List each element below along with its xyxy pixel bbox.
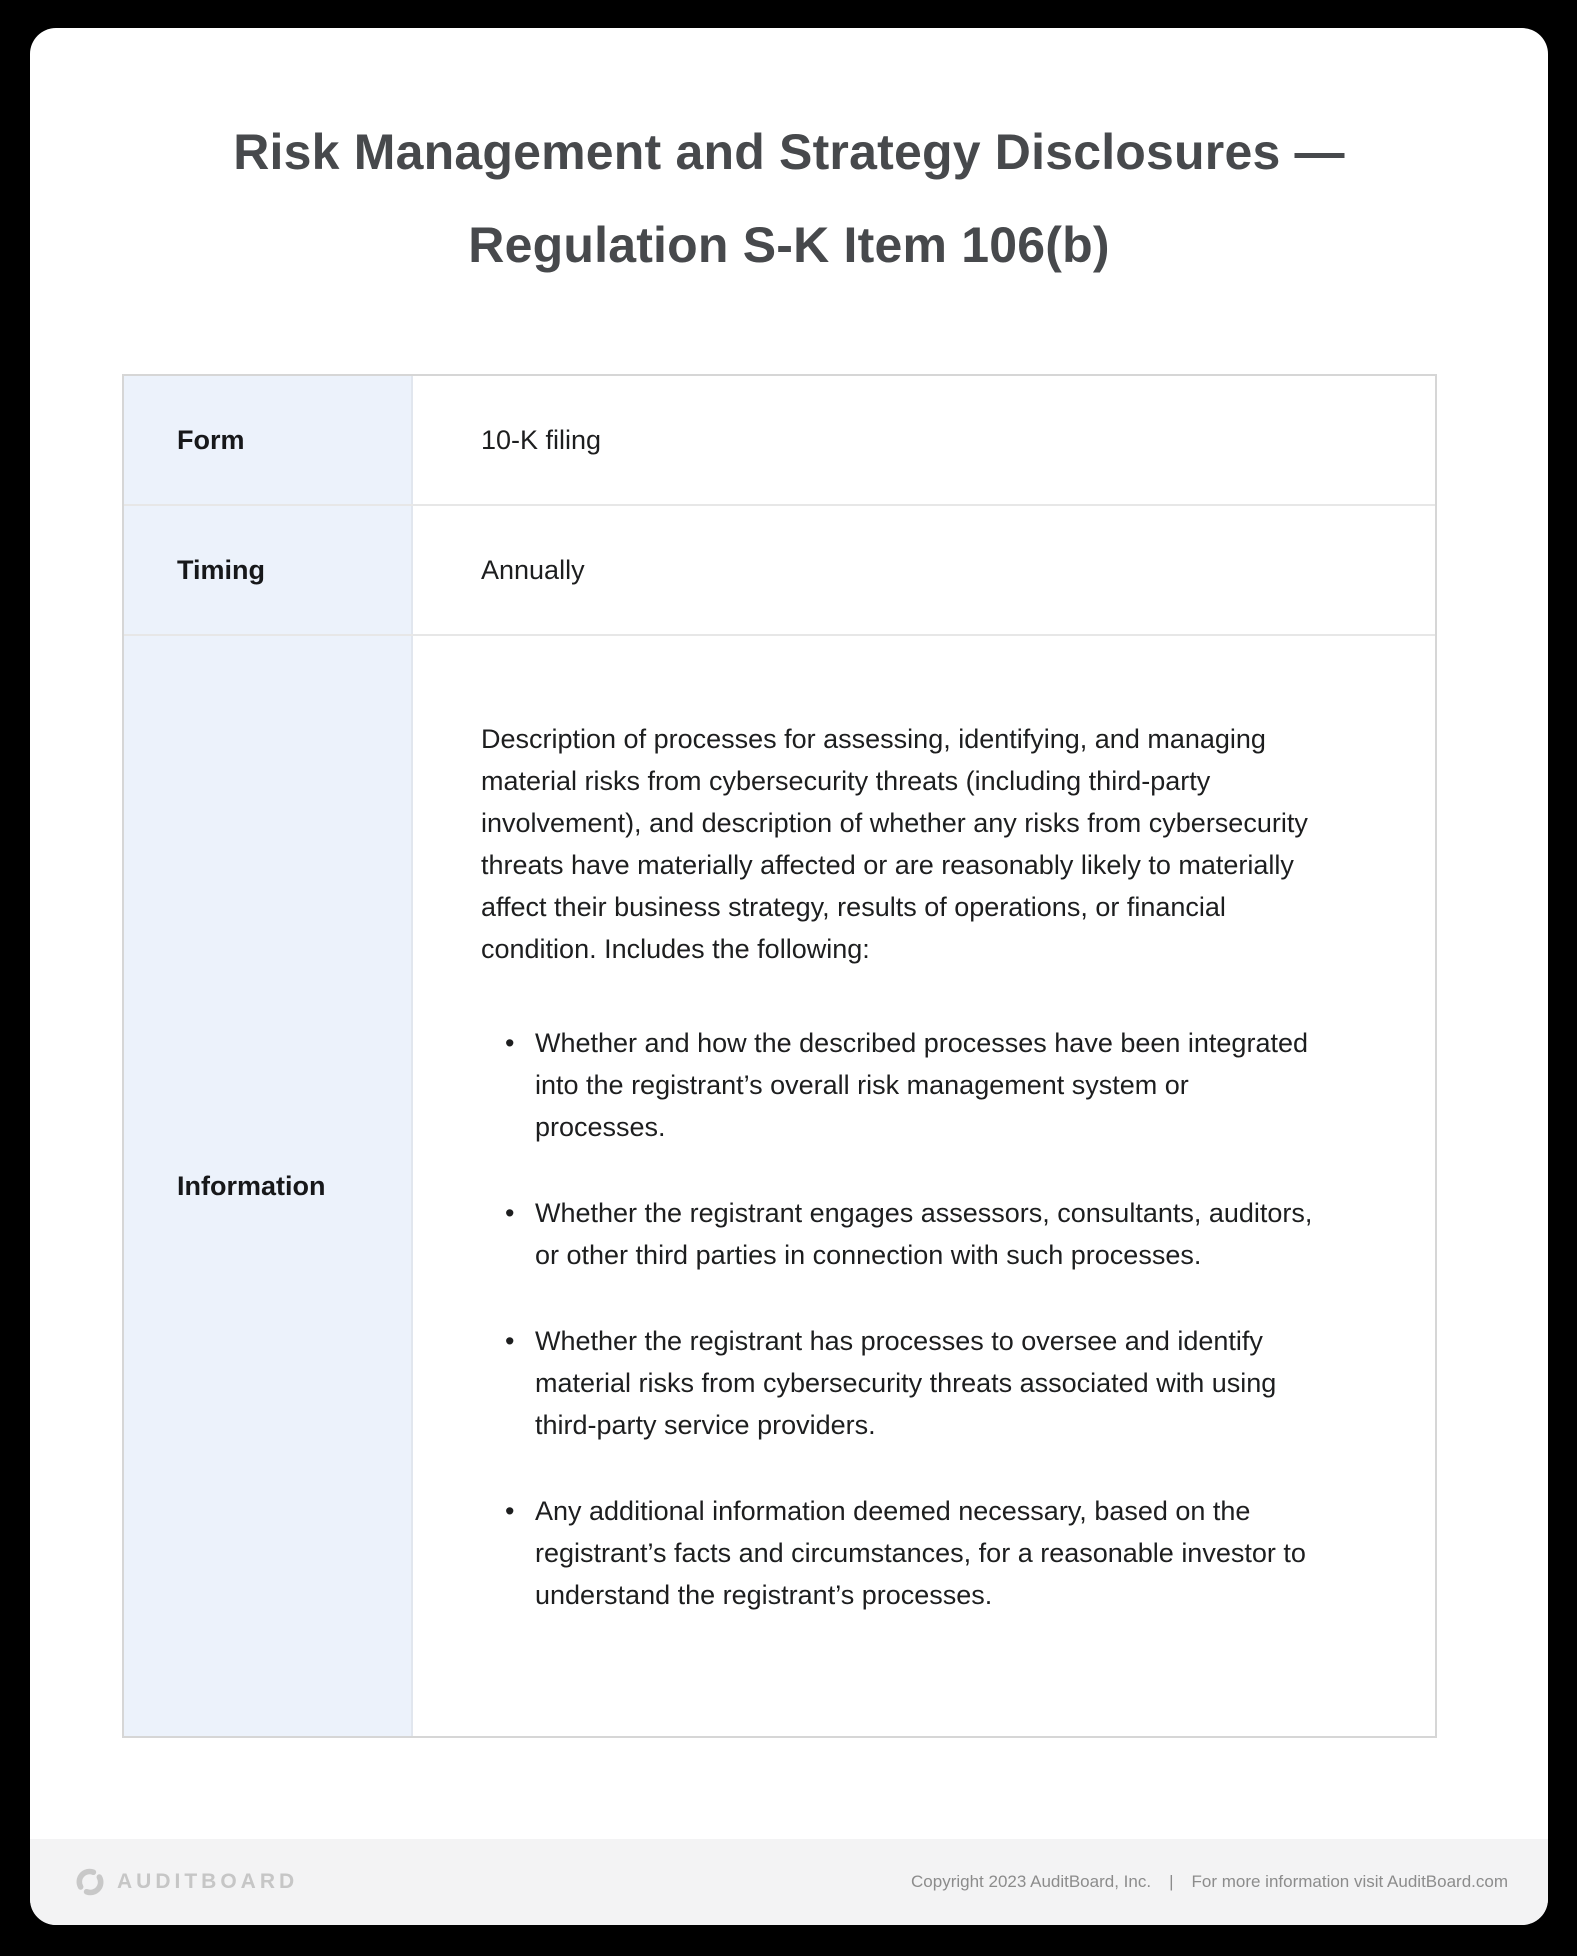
auditboard-logo-icon xyxy=(75,1867,105,1897)
bullet-item: • Whether and how the described processes have been integrated into the registrant’s overall risk management system or processes. xyxy=(481,1022,1325,1148)
copyright-text: Copyright 2023 AuditBoard, Inc. xyxy=(911,1872,1152,1891)
footer-separator: | xyxy=(1169,1872,1174,1891)
page-title-line-1: Risk Management and Strategy Disclosures — xyxy=(233,124,1345,180)
table-row-information xyxy=(124,634,1435,1736)
disclosure-table xyxy=(122,374,1437,1738)
bullet-item: • Whether the registrant has processes to oversee and identify material risks from cybersecurity threats associated with using third-party service providers. xyxy=(481,1320,1325,1446)
row-value-timing: Annually xyxy=(481,554,585,585)
table-row-timing xyxy=(124,504,1435,634)
bullet-item: • Any additional information deemed necessary, based on the registrant’s facts and circumstances, for a reasonable investor to understand the registrant’s processes. xyxy=(481,1490,1325,1616)
page-title-line-2: Regulation S-K Item 106(b) xyxy=(468,217,1110,273)
row-value-form: 10-K filing xyxy=(481,424,602,455)
information-bullet-list xyxy=(481,1022,1375,1616)
bullet-item: • Whether the registrant engages assessors, consultants, auditors, or other third parties in connection with such processes. xyxy=(481,1192,1325,1276)
page-title xyxy=(89,106,1489,292)
row-value-information xyxy=(413,636,1435,1736)
information-intro-paragraph: Description of processes for assessing, identifying, and managing material risks from cybersecurity threats (including third-party involvement), and description of whether any risks from cybersecurity threats have materially affected or are reasonably likely to materially affect their business strategy, results of operations, or financial condition. Includes the following: xyxy=(481,724,1308,964)
row-label-timing: Timing xyxy=(124,506,413,634)
auditboard-wordmark: AUDITBOARD xyxy=(117,1870,299,1893)
footer-info-text: For more information visit AuditBoard.com xyxy=(1191,1872,1508,1891)
row-label-form: Form xyxy=(124,376,413,504)
row-label-information: Information xyxy=(124,636,413,1736)
page-footer xyxy=(30,1839,1548,1925)
page-card xyxy=(30,28,1548,1925)
footer-legal xyxy=(911,1872,1508,1892)
table-row-form xyxy=(124,376,1435,504)
auditboard-brand xyxy=(75,1867,298,1897)
